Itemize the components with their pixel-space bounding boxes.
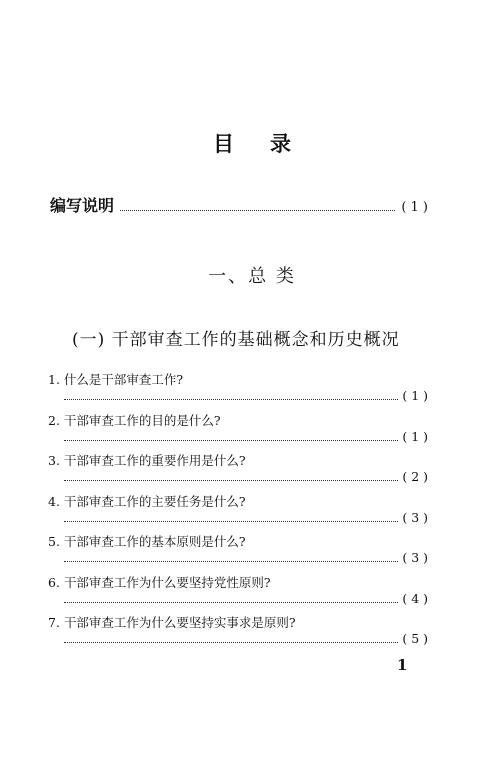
dot-leader xyxy=(64,602,398,603)
toc-entry[interactable] xyxy=(48,413,428,454)
toc-page-number: ( 3 ) xyxy=(402,550,428,565)
toc-entry-preface[interactable] xyxy=(50,193,428,216)
title-char-1: 目 xyxy=(213,132,234,156)
section-heading: 一、总 类 xyxy=(208,266,296,287)
toc-entries xyxy=(48,372,428,656)
dot-leader xyxy=(64,642,398,643)
toc-page-number: ( 1 ) xyxy=(402,388,428,403)
toc-entry[interactable] xyxy=(48,494,428,535)
toc-entry-question: 4. 干部审查工作的主要任务是什么? xyxy=(48,493,246,509)
dot-leader xyxy=(64,561,398,562)
dot-leader xyxy=(64,399,398,400)
toc-entry[interactable] xyxy=(48,453,428,494)
title-char-2: 录 xyxy=(270,132,291,156)
toc-entry-question: 1. 什么是干部审查工作? xyxy=(48,372,184,387)
toc-page-number: ( 4 ) xyxy=(402,590,428,606)
toc-entry[interactable] xyxy=(48,615,428,656)
toc-entry-question: 3. 干部审查工作的重要作用是什么? xyxy=(48,453,246,468)
toc-entry-question: 6. 干部审查工作为什么要坚持党性原则? xyxy=(48,574,271,590)
toc-preface-label: 编写说明 xyxy=(50,196,115,215)
page-number: 1 xyxy=(397,656,408,674)
toc-page-number: ( 1 ) xyxy=(401,200,428,215)
toc-page-number: ( 3 ) xyxy=(402,509,428,525)
toc-entry[interactable] xyxy=(48,575,428,616)
dot-leader xyxy=(64,440,398,441)
toc-page-number: ( 2 ) xyxy=(402,469,428,484)
dot-leader xyxy=(64,480,398,481)
toc-entry-question: 7. 干部审查工作为什么要坚持实事求是原则? xyxy=(48,615,296,630)
dot-leader xyxy=(120,210,395,211)
subsection-heading: (一) 干部审查工作的基础概念和历史概况 xyxy=(72,330,400,350)
toc-page-number: ( 1 ) xyxy=(402,428,428,444)
toc-page-number: ( 5 ) xyxy=(402,631,428,646)
toc-entry[interactable] xyxy=(48,534,428,575)
page-title xyxy=(0,128,504,158)
toc-entry[interactable] xyxy=(48,372,428,413)
toc-entry-question: 2. 干部审查工作的目的是什么? xyxy=(48,412,221,428)
toc-entry-question: 5. 干部审查工作的基本原则是什么? xyxy=(48,534,246,549)
dot-leader xyxy=(64,521,398,522)
